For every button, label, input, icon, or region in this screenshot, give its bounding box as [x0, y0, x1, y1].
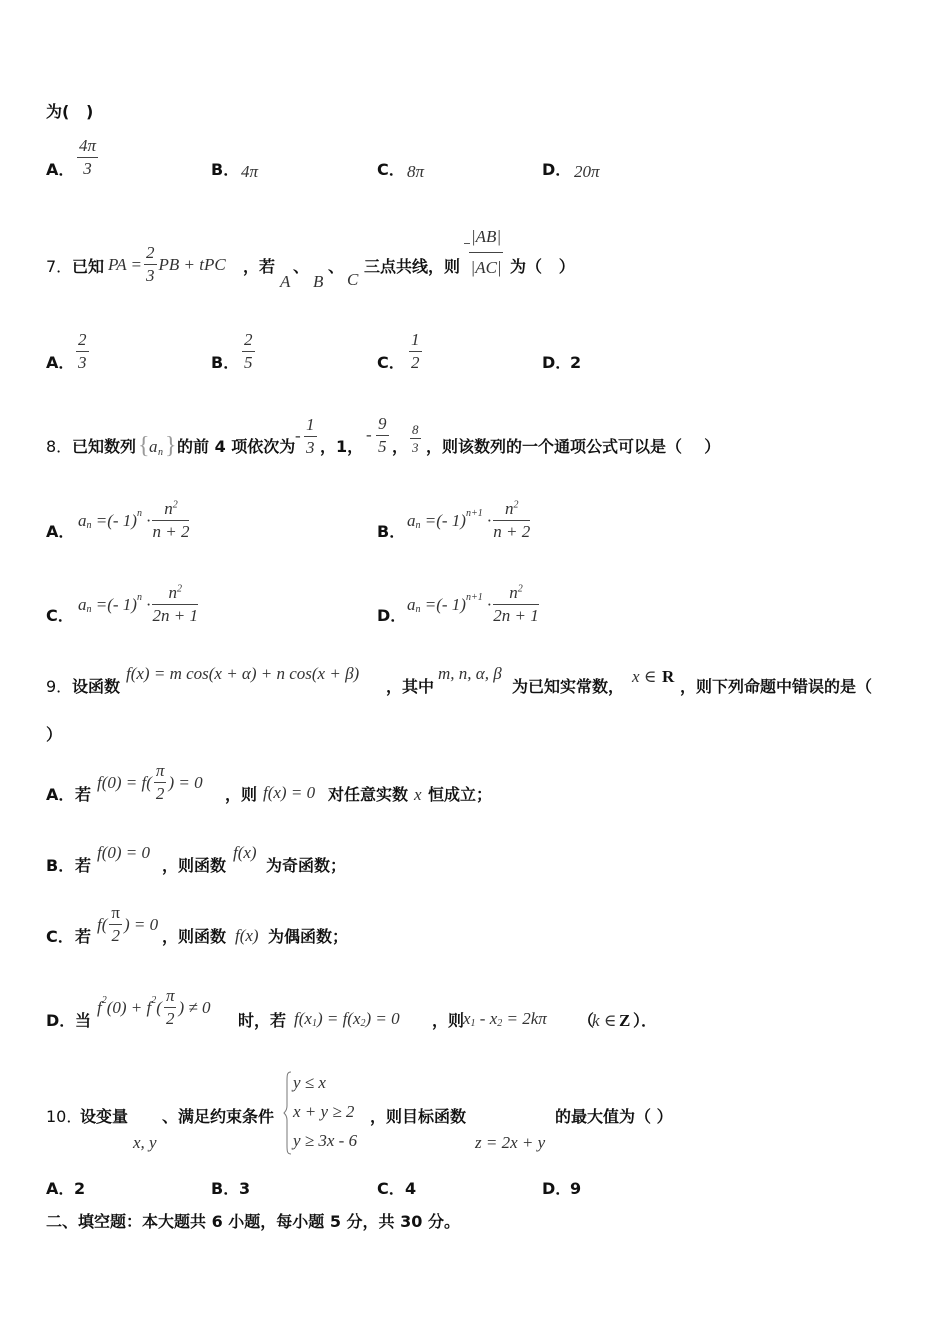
- q7-option-d-value: 2: [570, 353, 582, 372]
- q9-option-a-text-3: 对任意实数: [328, 785, 409, 804]
- q10-text-1: 设变量: [80, 1107, 129, 1126]
- fraction-denominator: 3: [78, 353, 87, 372]
- q8-term-3-fraction: [376, 415, 389, 456]
- q9-text-1: 设函数: [72, 677, 121, 696]
- q10-option-b-value: 3: [239, 1179, 251, 1198]
- q9-option-a-conclusion: f(x) = 0: [263, 783, 316, 802]
- numerator-base: n: [164, 499, 173, 518]
- q7-ratio-fraction: [469, 224, 503, 281]
- q9-option-d-text-5: ）．: [633, 1011, 658, 1030]
- fraction-denominator: |AC|: [470, 258, 502, 277]
- fraction-denominator: 2: [111, 926, 120, 945]
- q9-function-definition: f(x) = m cos(x + α) + n cos(x + β): [126, 664, 360, 683]
- fraction-numerator: [493, 500, 530, 521]
- q10-option-d-label: D．: [542, 1179, 572, 1198]
- formula-exponent: n: [136, 507, 142, 519]
- q7-equation-rhs: PB + tPC: [158, 254, 226, 274]
- numerator-exponent: 2: [517, 583, 523, 595]
- q10-number: 10．: [46, 1107, 83, 1126]
- condition-part-4: ) ≠ 0: [178, 997, 211, 1017]
- q6-option-d-value: 20π: [574, 162, 600, 181]
- q8-option-d-label: D．: [377, 606, 407, 625]
- q8-sequence-subscript: n: [158, 447, 163, 458]
- condition-exponent-2: 2: [151, 994, 157, 1006]
- zeros-part-3: ) = 0: [365, 1009, 400, 1028]
- condition-prefix: f(0) = f(: [97, 772, 152, 792]
- fraction-denominator: 2n + 1: [493, 606, 539, 625]
- q8-sequence-left-brace: {: [138, 433, 150, 459]
- zeros-part-1: f(x: [294, 1009, 312, 1028]
- q8-option-c-label: C．: [46, 606, 74, 625]
- condition-exponent-1: 2: [101, 994, 107, 1006]
- fraction-denominator: 3: [146, 266, 155, 285]
- q7-text-1: 已知: [72, 257, 105, 276]
- fraction-numerator: 2: [144, 244, 157, 265]
- q9-option-d-text-4: （: [578, 1011, 595, 1030]
- q9-option-d-difference: [463, 1009, 547, 1029]
- q10-option-d-value: 9: [570, 1179, 582, 1198]
- q9-option-b-condition: f(0) = 0: [97, 843, 151, 862]
- q9-option-c-label: C．: [46, 927, 74, 946]
- q8-sequence-variable: a: [149, 437, 158, 456]
- q8-option-d-formula: [407, 584, 541, 625]
- condition-prefix: f(: [97, 914, 108, 934]
- q8-option-a-label: A．: [46, 522, 75, 541]
- q9-option-c-text-3: 为偶函数；: [268, 927, 349, 946]
- q10-constraint-2: x + y ≥ 2: [293, 1102, 355, 1121]
- q10-constraint-brace: [283, 1071, 292, 1155]
- q9-option-d-text-1: 当: [75, 1011, 92, 1030]
- formula-equals-base: =(- 1): [420, 594, 466, 614]
- difference-subscript-1: 1: [470, 1018, 476, 1029]
- q7-option-a-fraction: [76, 331, 89, 372]
- q8-term-3-sign: -: [366, 425, 372, 444]
- condition-fraction: [109, 904, 122, 945]
- q6-option-b-label: B．: [211, 160, 240, 179]
- fraction-numerator: 1: [304, 416, 317, 437]
- fraction-numerator: |AB|: [469, 224, 503, 253]
- q9-option-c-text-2: ，则函数: [162, 927, 227, 946]
- q7-equation-lhs: PA =: [108, 254, 142, 274]
- q8-option-c-formula: [78, 584, 200, 625]
- q8-option-a-formula: [78, 500, 191, 541]
- q10-constraint-1: y ≤ x: [293, 1073, 326, 1092]
- fraction-denominator: 2n + 1: [152, 606, 198, 625]
- formula-variable: a: [78, 510, 87, 530]
- fraction-denominator: 5: [378, 437, 387, 456]
- numerator-exponent: 2: [172, 499, 178, 511]
- fraction-numerator: 9: [376, 415, 389, 436]
- numerator-exponent: 2: [513, 499, 519, 511]
- fraction-denominator: n + 2: [493, 522, 531, 541]
- q10-option-c-value: 4: [405, 1179, 417, 1198]
- q9-parameters: m, n, α, β: [438, 664, 502, 683]
- q6-option-d-label: D．: [542, 160, 572, 179]
- q7-option-d-label: D．: [542, 353, 572, 372]
- q7-point-a: A: [280, 272, 291, 291]
- fraction-numerator: 2: [76, 331, 89, 352]
- q9-domain-variable: x ∈: [632, 667, 657, 686]
- q9-option-d-integer-set: Z: [619, 1011, 631, 1030]
- q9-option-c-condition: [97, 904, 158, 945]
- q6-option-a-label: A．: [46, 160, 75, 179]
- condition-suffix: ) = 0: [123, 914, 159, 934]
- q7-number: 7．: [46, 257, 73, 276]
- difference-subscript-2: 2: [497, 1018, 503, 1029]
- q7-point-c: C: [347, 270, 359, 289]
- condition-part-3: (: [156, 997, 162, 1017]
- q7-separator-1: 、: [293, 257, 310, 276]
- formula-dot: ·: [482, 594, 492, 614]
- q9-option-b-text-3: 为奇函数；: [266, 856, 347, 875]
- zeros-subscript-2: 2: [360, 1018, 366, 1029]
- q10-variables: x, y: [133, 1133, 157, 1152]
- q6-option-c-value: 8π: [407, 162, 425, 181]
- numerator-base: n: [509, 583, 518, 602]
- q9-option-a-text-1: 若: [75, 785, 92, 804]
- formula-variable: a: [407, 510, 416, 530]
- q9-option-b-label: B．: [46, 856, 75, 875]
- formula-dot: ·: [482, 510, 492, 530]
- q6-option-b-value: 4π: [241, 162, 259, 181]
- q7-option-b-fraction: [242, 331, 255, 372]
- q9-option-a-variable: x: [414, 785, 422, 804]
- q9-text-3: 为已知实常数，: [512, 677, 625, 696]
- difference-part-2: - x: [475, 1009, 498, 1028]
- q8-term-4-fraction: [410, 423, 421, 454]
- formula-fraction: [493, 500, 530, 541]
- condition-fraction: [164, 987, 177, 1028]
- fraction-denominator: 3: [306, 438, 315, 457]
- q9-option-d-zeros: [294, 1009, 400, 1029]
- q8-sequence-right-brace: }: [165, 433, 177, 459]
- condition-part-2: (0) + f: [106, 997, 152, 1017]
- q6-option-a-fraction: [77, 137, 98, 178]
- formula-exponent: n+1: [465, 591, 483, 603]
- formula-fraction: [493, 584, 538, 625]
- formula-dot: ·: [141, 594, 151, 614]
- q7-option-c-fraction: [409, 331, 422, 372]
- fraction-numerator: π: [109, 904, 122, 925]
- q9-option-d-condition: [97, 987, 210, 1028]
- q9-option-b-text-1: 若: [75, 856, 92, 875]
- difference-part-3: = 2kπ: [502, 1009, 547, 1028]
- fraction-numerator: 8: [412, 422, 419, 437]
- q9-text-4: ，则下列命题中错误的是（: [680, 677, 873, 696]
- q8-separator-1: ，1，: [320, 437, 364, 456]
- q9-option-d-k-variable: k ∈: [592, 1011, 617, 1030]
- formula-equals-base: =(- 1): [91, 510, 137, 530]
- q8-text-3: ，则该数列的一个通项公式可以是（ ）: [426, 437, 721, 456]
- fraction-numerator: [152, 500, 189, 521]
- q9-option-d-label: D．: [46, 1011, 76, 1030]
- fraction-numerator: π: [164, 987, 177, 1008]
- formula-subscript: n: [415, 519, 421, 531]
- q10-option-a-value: 2: [74, 1179, 86, 1198]
- formula-fraction: [152, 500, 189, 541]
- fraction-numerator: π: [154, 762, 167, 783]
- q9-option-b-function: f(x): [233, 843, 257, 862]
- fraction-denominator: 2: [155, 784, 165, 803]
- fraction-numerator: [493, 584, 538, 605]
- q8-option-b-formula: [407, 500, 532, 541]
- fraction-denominator: 2: [411, 353, 420, 372]
- numerator-exponent: 2: [176, 583, 182, 595]
- q10-constraint-3: y ≥ 3x - 6: [293, 1131, 358, 1150]
- formula-equals-base: =(- 1): [91, 594, 137, 614]
- fraction-denominator: n + 2: [152, 522, 190, 541]
- q6-stem-tail: 为( ): [46, 102, 94, 121]
- formula-variable: a: [407, 594, 416, 614]
- difference-part-1: x: [463, 1009, 471, 1028]
- q8-term-1-fraction: [304, 416, 317, 457]
- q7-vector-equation: [108, 244, 226, 285]
- q7-coefficient-fraction: [144, 244, 157, 285]
- formula-equals-base: =(- 1): [420, 510, 466, 530]
- numerator-base: n: [168, 583, 177, 602]
- fraction-denominator: 3: [412, 440, 419, 455]
- fraction-numerator: 4π: [77, 137, 98, 158]
- q9-number: 9．: [46, 677, 73, 696]
- q9-domain-set: R: [662, 667, 675, 686]
- section-title-fill-in-blank: 二、填空题：本大题共 6 小题，每小题 5 分，共 30 分。: [46, 1212, 460, 1231]
- condition-suffix: ) = 0: [168, 772, 203, 792]
- q9-option-a-text-2: ，则: [225, 785, 258, 804]
- q9-text-5: ）: [46, 725, 63, 744]
- q8-number: 8．: [46, 437, 73, 456]
- q7-text-4: 为（ ）: [510, 257, 575, 276]
- formula-variable: a: [78, 594, 87, 614]
- q10-option-a-label: A．: [46, 1179, 75, 1198]
- numerator-base: n: [504, 499, 514, 518]
- formula-subscript: n: [86, 603, 92, 615]
- q7-option-b-label: B．: [211, 353, 240, 372]
- q8-separator-2: ，: [392, 437, 409, 456]
- q7-text-2: ，若: [243, 257, 276, 276]
- fraction-denominator: 5: [244, 353, 253, 372]
- fraction-denominator: 3: [83, 159, 92, 178]
- formula-subscript: n: [86, 519, 92, 531]
- q10-option-b-label: B．: [211, 1179, 240, 1198]
- q9-option-d-text-2: 时，若: [238, 1011, 287, 1030]
- q9-option-a-condition: [97, 762, 203, 803]
- q8-text-2: 的前 4 项依次为: [177, 437, 296, 456]
- q9-option-a-text-4: 恒成立；: [428, 785, 493, 804]
- q9-text-2: ，其中: [386, 677, 435, 696]
- q8-option-b-label: B．: [377, 522, 406, 541]
- q7-separator-2: 、: [328, 257, 345, 276]
- q9-option-c-function: f(x): [235, 926, 259, 945]
- q8-term-1-sign: -: [295, 426, 301, 445]
- formula-dot: ·: [141, 510, 151, 530]
- q10-text-2: 、满足约束条件: [162, 1107, 275, 1126]
- zeros-subscript-1: 1: [311, 1018, 317, 1029]
- fraction-numerator: 1: [409, 331, 422, 352]
- condition-part-1: f: [97, 997, 102, 1017]
- q7-option-c-label: C．: [377, 353, 405, 372]
- q9-option-b-text-2: ，则函数: [162, 856, 227, 875]
- q9-option-c-text-1: 若: [75, 927, 92, 946]
- q7-option-a-label: A．: [46, 353, 75, 372]
- condition-fraction: [154, 762, 167, 803]
- formula-subscript: n: [415, 603, 421, 615]
- fraction-numerator: [152, 584, 197, 605]
- q9-option-d-text-3: ，则: [432, 1011, 465, 1030]
- q10-text-3: ，则目标函数: [370, 1107, 467, 1126]
- q6-option-c-label: C．: [377, 160, 405, 179]
- q10-option-c-label: C．: [377, 1179, 405, 1198]
- q7-point-b: B: [313, 272, 324, 291]
- formula-exponent: n+1: [465, 507, 483, 519]
- q7-text-3: 三点共线，则: [364, 257, 461, 276]
- q8-text-1: 已知数列: [72, 437, 137, 456]
- fraction-numerator: 2: [242, 331, 255, 352]
- formula-exponent: n: [136, 591, 142, 603]
- q10-objective: z = 2x + y: [475, 1133, 546, 1152]
- formula-fraction: [152, 584, 197, 625]
- zeros-part-2: ) = f(x: [316, 1009, 361, 1028]
- q9-option-a-label: A．: [46, 785, 75, 804]
- fraction-denominator: 2: [165, 1009, 175, 1028]
- q10-text-4: 的最大值为（ ）: [555, 1107, 673, 1126]
